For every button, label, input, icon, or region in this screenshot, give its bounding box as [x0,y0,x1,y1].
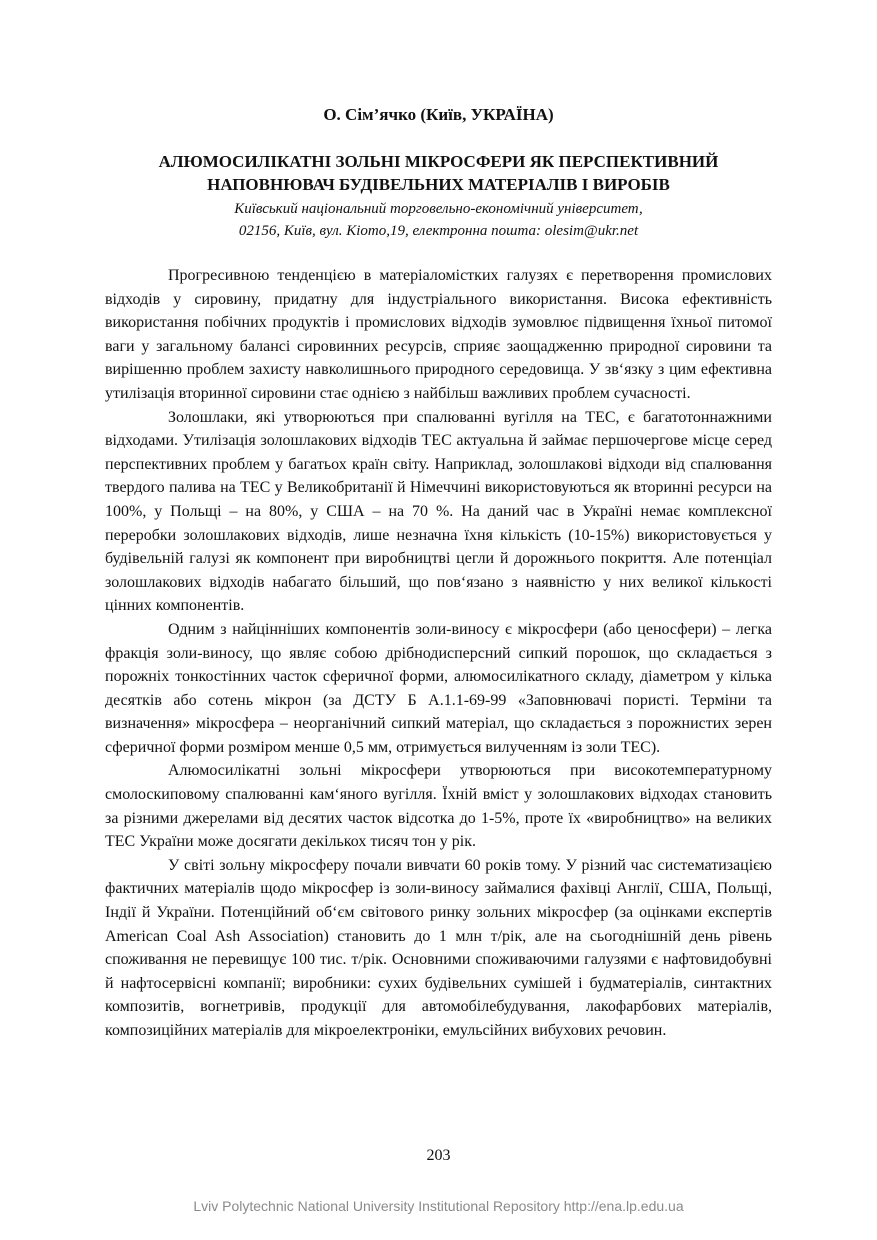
repository-footer: Lviv Polytechnic National University Institutional Repository http://ena.lp.edu.ua [193,1198,684,1214]
affiliation-line: 02156, Київ, вул. Кіото,19, електронна пошта: olesim@ukr.net [238,223,639,239]
paragraph: Золошлаки, які утворюються при спалюванні вугілля на ТЕС, є багатотоннажними відходами. Утилізація золошлакових відходів ТЕС актуальна й займає першочергове місце серед перспективних проблем у багатьох країн світу. Наприклад, золошлакові відходи від спалювання твердого палива на ТЕС у Великобританії й Німеччині використовуються як вторинні ресурси на 100%, у Польщі – на 80%, у США – на 70 %. На даний час в Україні немає комплексної переробки золошлакових відходів, лише незначна їхня кількість (10-15%) використовується у будівельній галузі як компонент при виробництві цегли й дорожнього покриття. Але потенціал золошлакових відходів набагато більший, що пов‘язано з наявністю у них великої кількості цінних компонентів. [105,408,772,615]
title-line: АЛЮМОСИЛІКАТНІ ЗОЛЬНІ МІКРОСФЕРИ ЯК ПЕРСПЕКТИВНИЙ [158,152,719,171]
paragraph: Алюмосилікатні зольні мікросфери утворюються при високотемпературному смолоскиповому спалюванні кам‘яного вугілля. Їхній вміст у золошлакових відходах становить за різними джерелами від десятих часток відсотка до 1-5%, проте їх «виробництво» на великих ТЕС України може досягати декількох тисяч тон у рік. [105,762,772,851]
page-number: 203 [426,1147,451,1164]
paragraph: Прогресивною тенденцією в матеріаломістких галузях є перетворення промислових відходів у сировину, придатну для індустріального використання. Висока ефективність використання побічних продуктів і промислових відходів зумовлює підвищення їхньої питомої ваги у загальному балансі сировинних ресурсів, сприяє заощадженню природної сировини та вирішенню проблем захисту навколишнього природного середовища. У зв‘язку з цим ефективна утилізація вторинної сировини стає однією з найбільш важливих проблем сучасності. [105,267,772,402]
title-line: НАПОВНЮВАЧ БУДІВЕЛЬНИХ МАТЕРІАЛІВ І ВИРОБІВ [207,175,670,194]
affiliation [100,198,777,242]
body-text [105,264,772,1043]
paragraph: Одним з найцінніших компонентів золи-виносу є мікросфери (або ценосфери) – легка фракція золи-виносу, що являє собою дрібнодисперсний сипкий порошок, що складається з порожніх тонкостінних часток сферичної форми, алюмосилікатного складу, діаметром у кілька десятків або сотень мікрон (за ДСТУ Б А.1.1-69-99 «Заповнювачі пористі. Терміни та визначення» мікросфера – неорганічний сипкий матеріал, що складається з порожнистих зерен сферичної форми розміром менше 0,5 мм, отримується вилученням із золи ТЕС). [105,620,772,756]
affiliation-line: Київський національний торговельно-економічний університет, [234,201,643,217]
author-line: О. Сім’ячко (Київ, УКРАЇНА) [323,105,554,124]
paragraph: У світі зольну мікросферу почали вивчати 60 років тому. У різний час систематизацією фактичних матеріалів щодо мікросфер із золи-виносу займалися фахівці Англії, США, Польщі, Індії й України. Потенційний об‘єм світового ринку зольних мікросфер (за оцінками експертів American Coal Ash Association) становить до 1 млн т/рік, але на сьогоднішній день рівень споживання не перевищує 100 тис. т/рік. Основними споживаючими галузями є нафтовидобувні й нафтосервісні компанії; виробники: сухих будівельних сумішей і будматеріалів, синтактних композитів, вогнетривів, продукції для автомобілебудування, лакофарбових матеріалів, композиційних матеріалів для мікроелектроніки, емульсійних вибухових речовин. [105,856,772,1039]
paper-title [120,150,757,196]
